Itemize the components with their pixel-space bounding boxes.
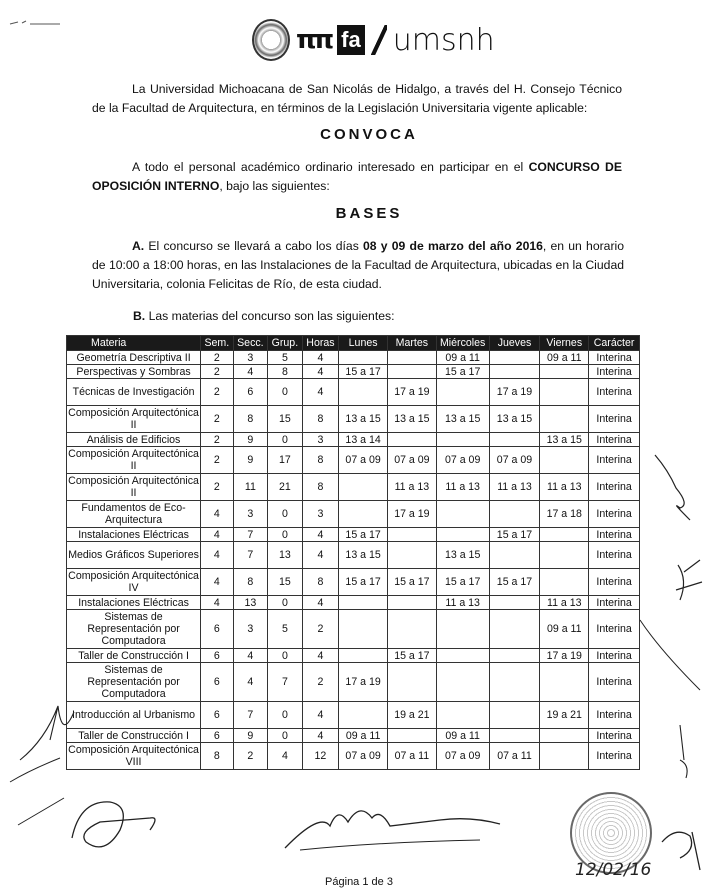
materia-cell: Técnicas de Investigación bbox=[67, 379, 201, 406]
materia-cell: Análisis de Edificios bbox=[67, 433, 201, 447]
table-cell: 09 a 11 bbox=[540, 351, 589, 365]
materia-cell: Composición Arquitectónica II bbox=[68, 448, 199, 472]
table-cell: 4 bbox=[302, 649, 339, 663]
table-cell: 4 bbox=[201, 542, 234, 569]
table-cell: 07 a 11 bbox=[489, 743, 540, 770]
table-cell: 07 a 11 bbox=[387, 743, 436, 770]
bases-heading: BASES bbox=[335, 205, 403, 222]
table-cell: 5 bbox=[268, 351, 303, 365]
table-cell: 4 bbox=[233, 663, 268, 702]
table-cell: 15 a 17 bbox=[387, 649, 436, 663]
table-cell: 2 bbox=[201, 447, 234, 474]
table-cell: Interina bbox=[589, 351, 640, 365]
table-cell: 11 a 13 bbox=[540, 474, 589, 501]
table-cell: 09 a 11 bbox=[339, 729, 388, 743]
materia-cell: Instalaciones Eléctricas bbox=[67, 596, 201, 610]
table-cell: 15 a 17 bbox=[339, 365, 388, 379]
table-cell: Interina bbox=[589, 743, 640, 770]
table-cell: 0 bbox=[268, 528, 303, 542]
table-cell: 5 bbox=[268, 610, 303, 649]
column-header-4: Horas bbox=[302, 336, 339, 351]
table-cell: 15 a 17 bbox=[436, 365, 489, 379]
column-header-3: Grup. bbox=[268, 336, 303, 351]
table-cell: 6 bbox=[201, 610, 234, 649]
table-cell: 4 bbox=[201, 569, 234, 596]
table-cell: Interina bbox=[589, 702, 640, 729]
table-cell: 15 a 17 bbox=[489, 569, 540, 596]
table-cell: 4 bbox=[201, 528, 234, 542]
table-cell: 13 a 15 bbox=[489, 406, 540, 433]
materia-cell: Perspectivas y Sombras bbox=[67, 365, 201, 379]
table-cell: 13 a 15 bbox=[436, 406, 489, 433]
table-cell: 2 bbox=[201, 379, 234, 406]
materia-cell: Medios Gráficos Superiores bbox=[67, 542, 201, 569]
table-cell: 7 bbox=[233, 542, 268, 569]
table-cell: 2 bbox=[233, 743, 268, 770]
table-cell: 8 bbox=[302, 406, 339, 433]
table-cell: 3 bbox=[302, 501, 339, 528]
table-cell: 4 bbox=[302, 528, 339, 542]
table-cell: 13 a 15 bbox=[540, 433, 589, 447]
table-cell: 17 a 19 bbox=[387, 379, 436, 406]
table-cell: 09 a 11 bbox=[436, 729, 489, 743]
table-cell: Interina bbox=[589, 649, 640, 663]
table-cell: 19 a 21 bbox=[387, 702, 436, 729]
table-cell: 15 a 17 bbox=[339, 528, 388, 542]
table-cell: 11 a 13 bbox=[436, 596, 489, 610]
base-b-paragraph: B. Las materias del concurso son las siguientes: bbox=[133, 309, 395, 323]
table-cell: 13 a 15 bbox=[387, 406, 436, 433]
table-cell: 13 a 15 bbox=[436, 542, 489, 569]
table-cell: 7 bbox=[268, 663, 303, 702]
table-cell: 4 bbox=[233, 649, 268, 663]
materia-cell: Sistemas de Representación por Computadora bbox=[67, 663, 201, 702]
table-cell: 3 bbox=[233, 501, 268, 528]
table-cell: 07 a 09 bbox=[387, 447, 436, 474]
table-cell: 6 bbox=[201, 729, 234, 743]
table-cell: Interina bbox=[589, 447, 640, 474]
column-header-6: Martes bbox=[387, 336, 436, 351]
table-cell: 11 a 13 bbox=[436, 474, 489, 501]
table-cell: 2 bbox=[201, 406, 234, 433]
table-cell: Interina bbox=[589, 663, 640, 702]
table-cell: 0 bbox=[268, 649, 303, 663]
table-cell: 2 bbox=[201, 351, 234, 365]
materia-cell: Introducción al Urbanismo bbox=[67, 702, 201, 729]
table-cell: 4 bbox=[302, 542, 339, 569]
table-cell: 6 bbox=[201, 663, 234, 702]
column-header-8: Jueves bbox=[489, 336, 540, 351]
table-cell: 13 a 15 bbox=[339, 542, 388, 569]
table-cell: 17 a 19 bbox=[339, 663, 388, 702]
materia-cell: Composición Arquitectónica VIII bbox=[68, 744, 199, 768]
table-cell: 11 bbox=[233, 474, 268, 501]
intro-paragraph: La Universidad Michoacana de San Nicolás de Hidalgo, a través del H. Consejo Técnico de la Facultad de Arquitectura, en términos de la Legislación Universitaria vigente aplicable: bbox=[92, 82, 622, 115]
table-cell: 15 a 17 bbox=[387, 569, 436, 596]
table-cell: 07 a 09 bbox=[489, 447, 540, 474]
table-cell: Interina bbox=[589, 596, 640, 610]
convoca-heading: CONVOCA bbox=[320, 126, 418, 143]
table-cell: 13 bbox=[233, 596, 268, 610]
table-cell: 07 a 09 bbox=[339, 743, 388, 770]
convoca-paragraph: A todo el personal académico ordinario interesado en participar en el CONCURSO DE OPOSICIÓN INTERNO, bajo las siguientes: bbox=[92, 160, 622, 193]
column-header-10: Carácter bbox=[589, 336, 640, 351]
table-cell: 6 bbox=[201, 649, 234, 663]
column-header-5: Lunes bbox=[339, 336, 388, 351]
table-cell: 17 a 19 bbox=[540, 649, 589, 663]
table-cell: 0 bbox=[268, 596, 303, 610]
column-header-1: Sem. bbox=[201, 336, 234, 351]
table-cell: 8 bbox=[233, 406, 268, 433]
table-cell: 11 a 13 bbox=[489, 474, 540, 501]
table-cell: 2 bbox=[302, 610, 339, 649]
table-cell: 6 bbox=[201, 702, 234, 729]
base-a-paragraph: A. El concurso se llevará a cabo los días 08 y 09 de marzo del año 2016, en un horario de 10:00 a 18:00 horas, en las Instalaciones de la Facultad de Arquitectura, ubicadas en la Ciudad Universitaria, colonia Felicitas de Río, de esta ciudad. bbox=[92, 239, 624, 291]
materia-cell: Composición Arquitectónica II bbox=[68, 407, 199, 431]
table-cell: 0 bbox=[268, 702, 303, 729]
table-cell: 8 bbox=[302, 474, 339, 501]
table-cell: Interina bbox=[589, 433, 640, 447]
table-cell: 4 bbox=[201, 596, 234, 610]
table-cell: 7 bbox=[233, 528, 268, 542]
table-cell: 8 bbox=[302, 447, 339, 474]
table-cell: 4 bbox=[302, 596, 339, 610]
materia-cell: Composición Arquitectónica IV bbox=[68, 570, 199, 594]
table-cell: Interina bbox=[589, 610, 640, 649]
table-cell: Interina bbox=[589, 729, 640, 743]
table-cell: Interina bbox=[589, 501, 640, 528]
table-cell: 13 a 14 bbox=[339, 433, 388, 447]
table-cell: 2 bbox=[201, 433, 234, 447]
table-cell: Interina bbox=[589, 365, 640, 379]
table-cell: 4 bbox=[302, 702, 339, 729]
table-cell: 2 bbox=[201, 365, 234, 379]
table-cell: 07 a 09 bbox=[339, 447, 388, 474]
table-cell: Interina bbox=[589, 569, 640, 596]
column-header-2: Secc. bbox=[233, 336, 268, 351]
table-cell: 0 bbox=[268, 729, 303, 743]
column-header-7: Miércoles bbox=[436, 336, 489, 351]
table-cell: 19 a 21 bbox=[540, 702, 589, 729]
table-cell: Interina bbox=[589, 474, 640, 501]
table-cell: 6 bbox=[233, 379, 268, 406]
table-cell: 4 bbox=[302, 351, 339, 365]
table-cell: 0 bbox=[268, 379, 303, 406]
table-cell: 8 bbox=[268, 365, 303, 379]
table-cell: 15 a 17 bbox=[436, 569, 489, 596]
handwritten-date: 12/02/16 bbox=[575, 860, 652, 880]
table-cell: Interina bbox=[589, 406, 640, 433]
table-cell: 9 bbox=[233, 729, 268, 743]
table-cell: 2 bbox=[302, 663, 339, 702]
fa-logo-box: fa bbox=[337, 25, 365, 55]
table-cell: 12 bbox=[302, 743, 339, 770]
table-cell: 0 bbox=[268, 501, 303, 528]
materia-cell: Fundamentos de Eco-Arquitectura bbox=[67, 501, 201, 528]
table-cell: 17 a 19 bbox=[387, 501, 436, 528]
table-cell: Interina bbox=[589, 542, 640, 569]
table-cell: 0 bbox=[268, 433, 303, 447]
table-cell: 17 a 18 bbox=[540, 501, 589, 528]
table-cell: 8 bbox=[302, 569, 339, 596]
table-cell: 15 a 17 bbox=[339, 569, 388, 596]
table-cell: 3 bbox=[233, 610, 268, 649]
table-cell: 9 bbox=[233, 447, 268, 474]
table-cell: 3 bbox=[302, 433, 339, 447]
table-cell: 4 bbox=[302, 379, 339, 406]
table-cell: 9 bbox=[233, 433, 268, 447]
table-cell: 8 bbox=[201, 743, 234, 770]
materia-cell: Sistemas de Representación por Computadora bbox=[67, 610, 201, 649]
materia-cell: Instalaciones Eléctricas bbox=[67, 528, 201, 542]
materia-cell: Composición Arquitectónica II bbox=[68, 475, 199, 499]
table-cell: 07 a 09 bbox=[436, 743, 489, 770]
table-cell: 3 bbox=[233, 351, 268, 365]
table-cell: 4 bbox=[233, 365, 268, 379]
column-header-0: Materia bbox=[67, 336, 201, 351]
table-cell: 13 bbox=[268, 542, 303, 569]
table-cell: 2 bbox=[201, 474, 234, 501]
table-cell: 15 a 17 bbox=[489, 528, 540, 542]
table-cell: Interina bbox=[589, 379, 640, 406]
table-cell: 17 bbox=[268, 447, 303, 474]
materia-cell: Taller de Construcción I bbox=[67, 729, 201, 743]
table-cell: 8 bbox=[233, 569, 268, 596]
table-cell: 09 a 11 bbox=[436, 351, 489, 365]
table-cell: 4 bbox=[302, 729, 339, 743]
table-cell: 4 bbox=[201, 501, 234, 528]
faculty-symbol: ππ bbox=[296, 25, 332, 55]
column-header-9: Viernes bbox=[540, 336, 589, 351]
table-cell: 15 bbox=[268, 569, 303, 596]
table-cell: 07 a 09 bbox=[436, 447, 489, 474]
materia-cell: Taller de Construcción I bbox=[67, 649, 201, 663]
page-number-footer: Página 1 de 3 bbox=[325, 876, 393, 888]
table-cell: 15 bbox=[268, 406, 303, 433]
table-cell: 17 a 19 bbox=[489, 379, 540, 406]
table-cell: 11 a 13 bbox=[540, 596, 589, 610]
materia-cell: Geometría Descriptiva II bbox=[67, 351, 201, 365]
table-cell: 09 a 11 bbox=[540, 610, 589, 649]
table-cell: 7 bbox=[233, 702, 268, 729]
table-cell: 11 a 13 bbox=[387, 474, 436, 501]
table-cell: 4 bbox=[302, 365, 339, 379]
table-cell: 4 bbox=[268, 743, 303, 770]
table-cell: 21 bbox=[268, 474, 303, 501]
table-cell: 13 a 15 bbox=[339, 406, 388, 433]
table-cell: Interina bbox=[589, 528, 640, 542]
umsnh-logo-text: umsnh bbox=[392, 22, 495, 58]
